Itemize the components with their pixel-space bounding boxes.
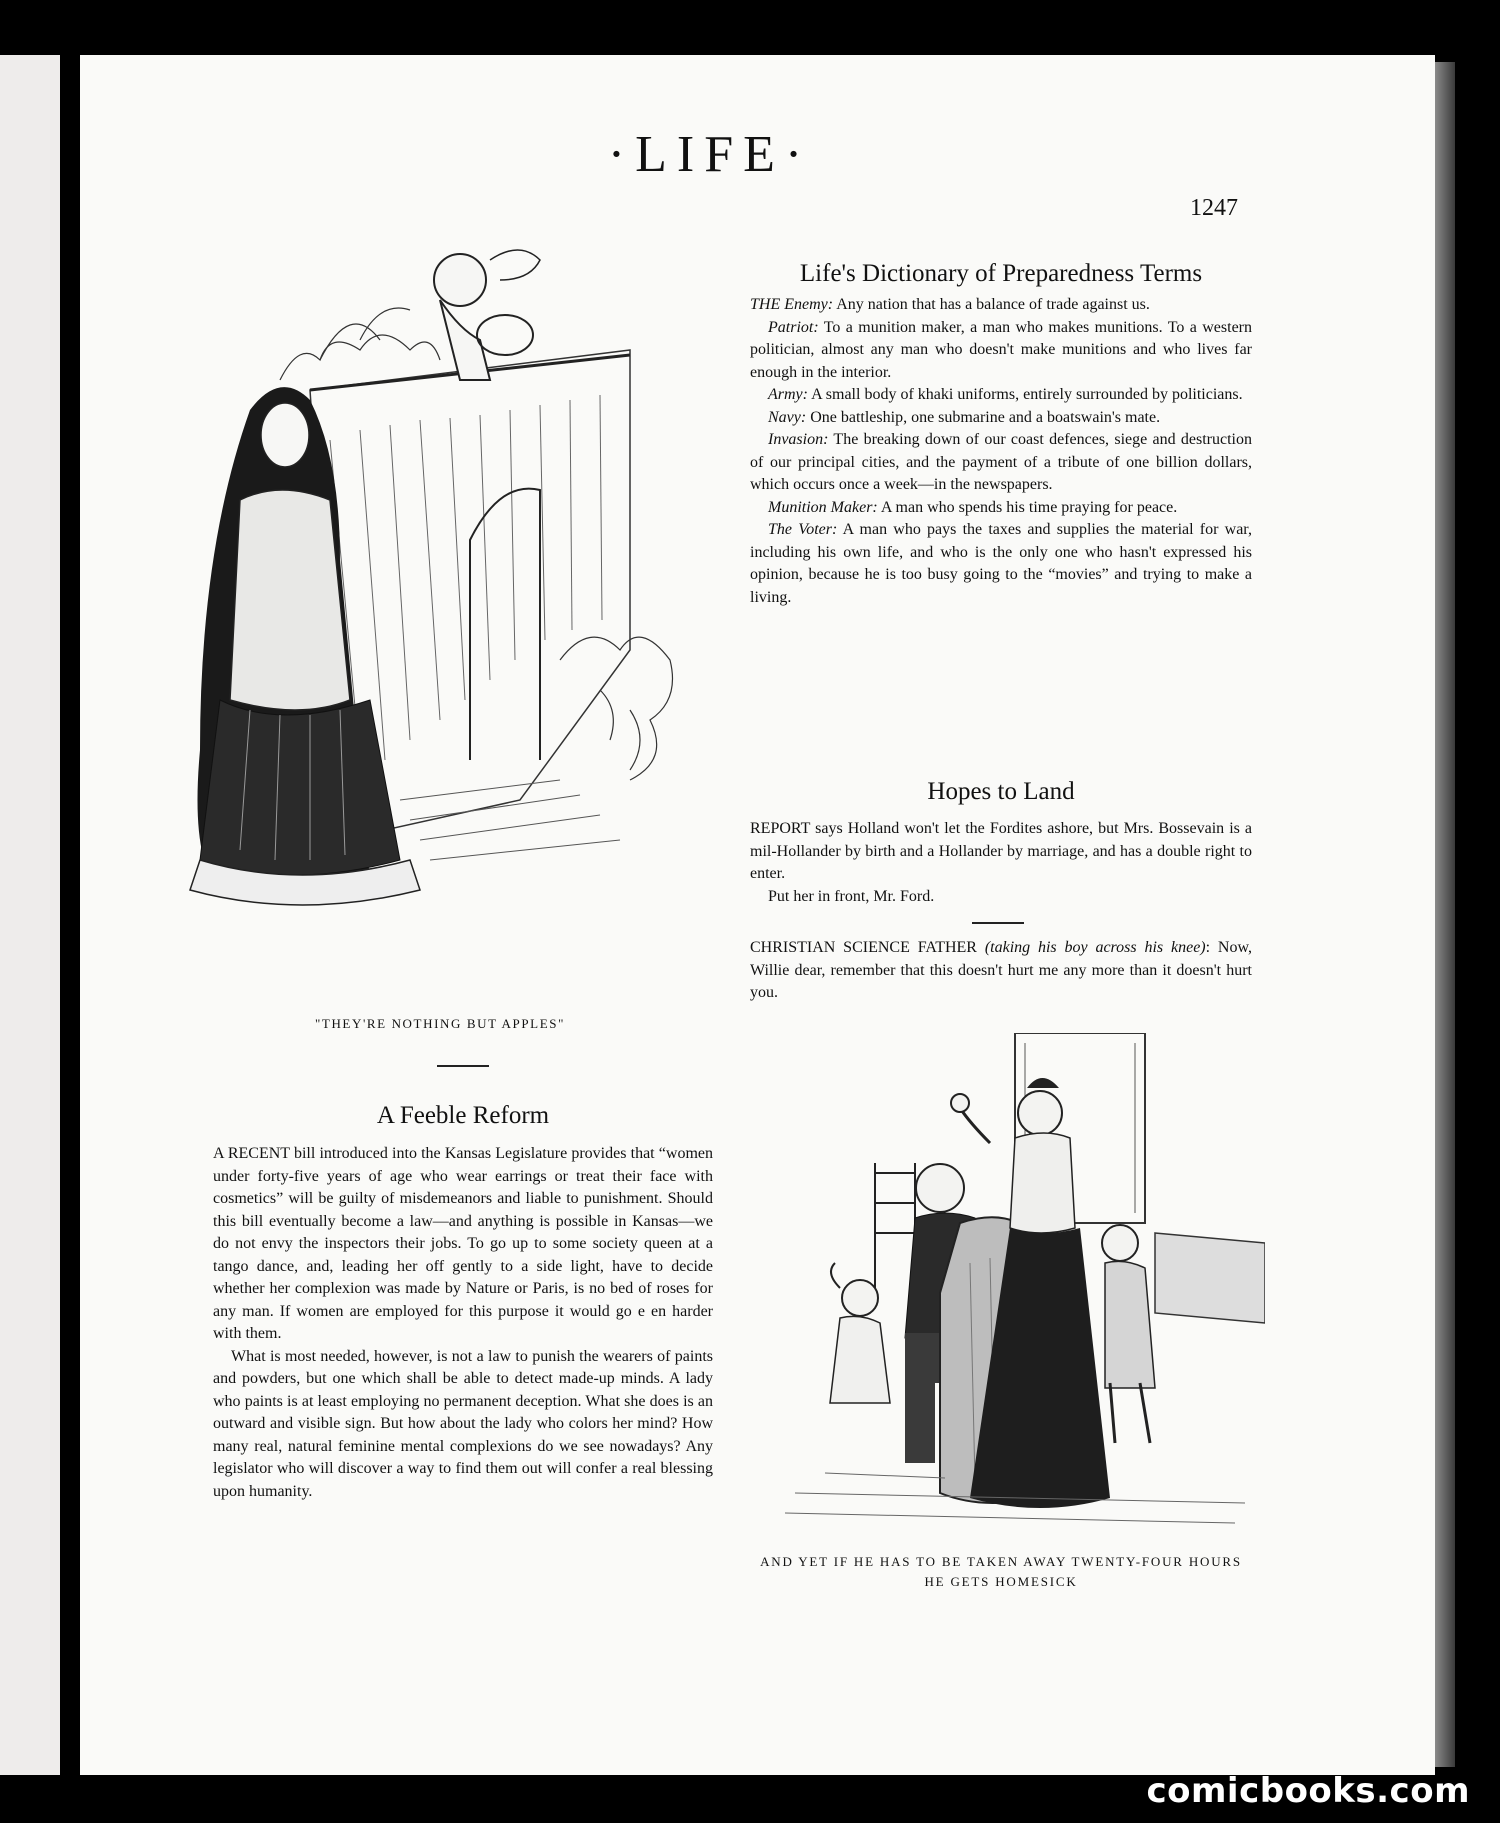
section-divider (437, 1065, 489, 1067)
dictionary-definition: One battleship, one submarine and a boatswain's mate. (806, 408, 1161, 426)
joke-text: : Now, Willie dear, remember that this doesn't hurt me any more than it doesn't hurt you. (750, 939, 1253, 1001)
section-divider (972, 922, 1024, 924)
dictionary-term: Munition Maker: (768, 498, 878, 516)
hopes-paragraph: REPORT says Holland won't let the Fordites ashore, but Mrs. Bossevain is a mil-Hollander by birth and a Hollander by marriage, and has a double right to enter. (750, 820, 1252, 882)
dictionary-entry (750, 294, 1252, 317)
dictionary-entry (750, 519, 1252, 609)
feeble-reform-title: A Feeble Reform (376, 1102, 550, 1129)
family-caption: AND YET IF HE HAS TO BE TAKEN AWAY TWENTY-FOUR HOURS HE GETS HOMESICK (760, 1554, 1242, 1589)
dictionary-definition: Any nation that has a balance of trade against us. (833, 296, 1150, 313)
site-watermark: comicbooks.com (1146, 1771, 1470, 1811)
dictionary-term: Army: (768, 386, 808, 403)
dictionary-article (750, 294, 1252, 609)
christian-science-paragraph (750, 937, 1252, 1005)
hopes-article (750, 818, 1252, 908)
nun-caption: "THEY'RE NOTHING BUT APPLES" (315, 1016, 565, 1031)
feeble-reform-paragraph: What is most needed, however, is not a law to punish the wearers of paints and powders, but one which shall be able to detect made-up minds. A lady who paints is at least employing no permanent deception. What she does is an outward and visible sign. But how about the lady who colors her mind? How many real, natural feminine mental complexions do we see nowadays? Any legislator who will discover a way to find them out will confer a real blessing upon humanity. (213, 1347, 713, 1500)
dictionary-title: Life's Dictionary of Preparedness Terms (799, 260, 1203, 287)
nun-illustration (160, 240, 730, 980)
joke-lead: CHRISTIAN SCIENCE FATHER (750, 939, 985, 956)
dictionary-definition: A man who spends his time praying for peace. (877, 498, 1178, 516)
hopes-paragraph: Put her in front, Mr. Ford. (768, 887, 935, 905)
dictionary-entry (750, 497, 1252, 520)
masthead: ·LIFE· (607, 126, 813, 183)
dictionary-entry (750, 384, 1252, 407)
dictionary-term: Invasion: (768, 431, 829, 448)
dictionary-term: THE Enemy: (750, 296, 834, 313)
christian-science-joke (750, 937, 1252, 1005)
feeble-reform-article (213, 1143, 713, 1503)
dictionary-term: Patriot: (768, 318, 819, 336)
dictionary-entry (750, 407, 1252, 430)
dictionary-definition: A small body of khaki uniforms, entirely surrounded by politicians. (807, 386, 1243, 403)
dictionary-definition: To a munition maker, a man who makes munitions. To a western politician, almost any man who doesn't make munitions and who lives far enough in the interior. (750, 318, 1252, 381)
family-illustration (765, 1033, 1265, 1533)
joke-aside: (taking his boy across his knee) (984, 939, 1206, 956)
feeble-reform-paragraph: A RECENT bill introduced into the Kansas Legislature provides that “women under forty-five years of age who wear earrings or treat their face with cosmetics” will be guilty of misdemeanors and liable to punishment. Should this bill eventually become a law—and anything is possible in Kansas—we do not envy the inspectors their jobs. To go up to some society queen at a tango dance, and, leading her off gently to a side light, have to decide whether her complexion was made by Nature or Paris, is no bed of roses for any man. If women are employed for this purpose it would go e en harder with them. (213, 1145, 713, 1342)
dictionary-definition: A man who pays the taxes and supplies the material for war, including his own life, and who is the only one who hasn't expressed his opinion, because he is too busy going to the “movies” and trying to make a living. (750, 521, 1252, 606)
dictionary-term: The Voter: (768, 521, 838, 538)
dictionary-term: Navy: (768, 408, 807, 426)
hopes-title: Hopes to Land (927, 778, 1075, 805)
page-edge-shadow (1435, 62, 1455, 1767)
facing-page-edge (0, 55, 60, 1775)
dictionary-entry (750, 317, 1252, 385)
page-number: 1247 (1190, 195, 1238, 221)
dictionary-definition: The breaking down of our coast defences, siege and destruction of our principal cities, and the payment of a tribute of one billion dollars, which occurs once a week—in the newspapers. (750, 431, 1252, 493)
dictionary-entry (750, 429, 1252, 497)
